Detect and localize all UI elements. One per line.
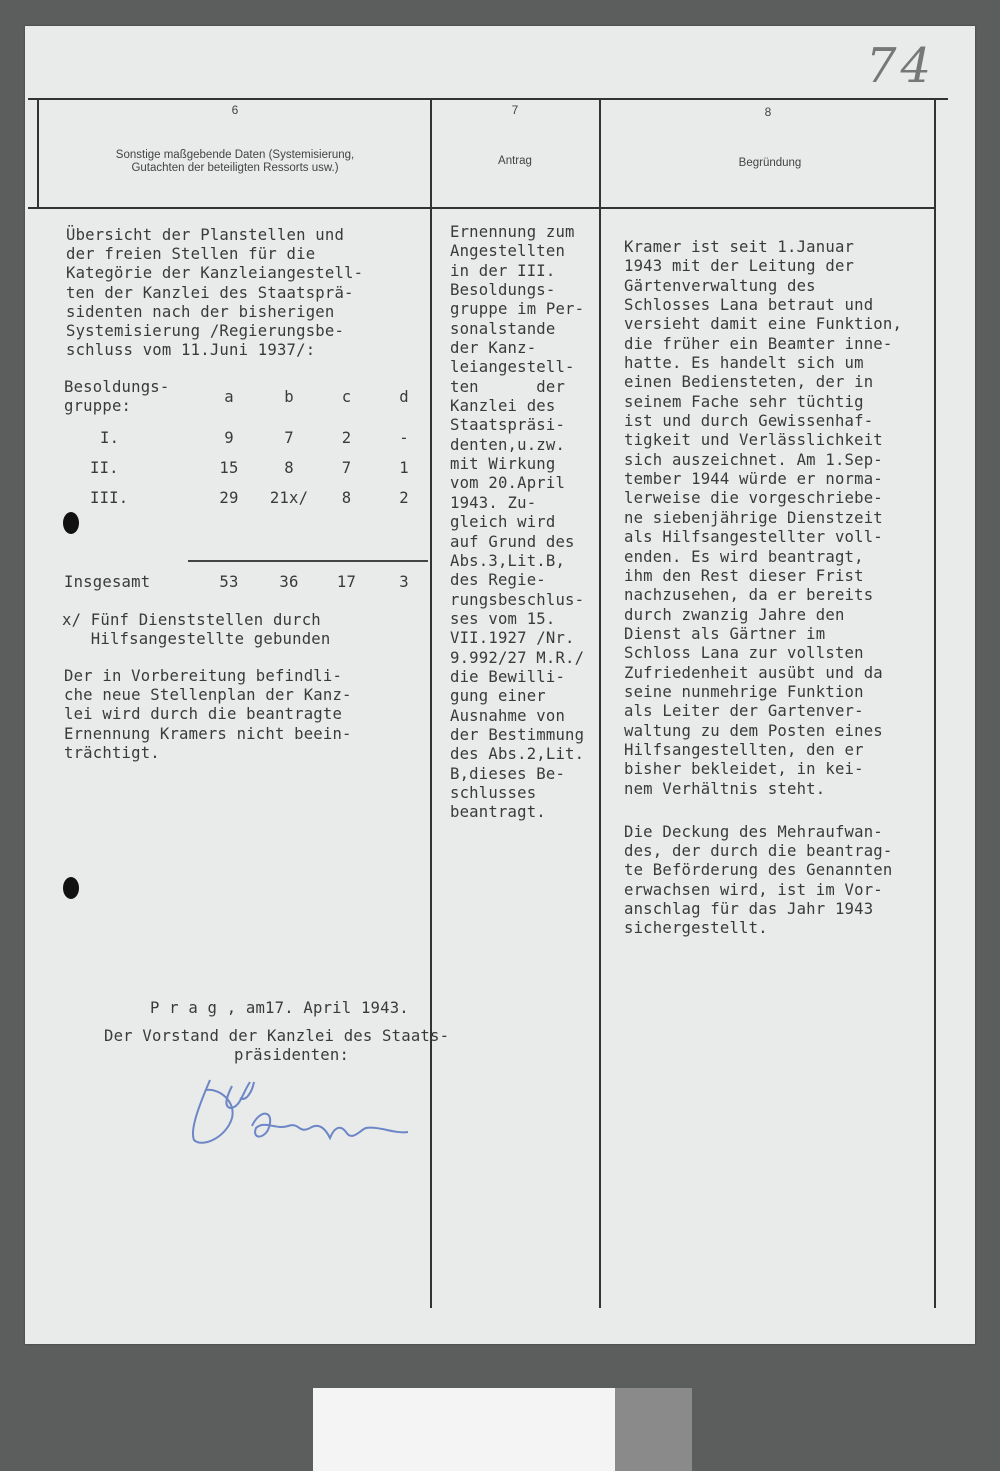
punch-hole-lower [63, 877, 79, 899]
cell-c: 7 [341, 459, 352, 478]
cell-d: 2 [399, 489, 409, 508]
col6-note: Der in Vorbereitung befindli- che neue Stellenplan der Kanz- lei wird durch die beantragte Ernennung Kramers nicht beein- trächtigt. [64, 667, 352, 762]
cell-b: 8 [284, 459, 294, 478]
signatory-line1: Der Vorstand der Kanzlei des Staats- [104, 1027, 450, 1045]
cell-a: 15 [219, 459, 239, 478]
column-number-6: 6 [231, 103, 239, 117]
table-row [64, 484, 434, 514]
column-number-7: 7 [511, 103, 519, 117]
table-row [64, 424, 434, 454]
cell-a: 29 [219, 489, 239, 508]
column-title-7: Antrag [498, 155, 532, 167]
place-date: P r a g , am17. April 1943. [150, 999, 409, 1017]
scan-white-strip [313, 1388, 615, 1471]
column-number-8: 8 [764, 105, 772, 119]
total-label: Insgesamt [64, 573, 151, 592]
cell-a: 9 [224, 429, 234, 448]
scan-gray-strip [615, 1388, 692, 1471]
column-divider-6-7 [430, 98, 432, 1308]
cell-b: 21x/ [269, 489, 309, 508]
folio-number: 74 [866, 38, 936, 94]
col7-proposal: Ernennung zum Angestellten in der III. Besoldungs- gruppe im Per- sonalstande der Kanz- leiangestell- ten der Kanzlei des Staatspräsi- denten,u.zw. mit Wirkung vom 20.April 1943. Zu- gleich wird auf Grund des Abs.3,Lit.B, des Regie- rungsbeschlus- ses vom 15. VII.1927 /Nr. 9.992/27 M.R./ die Bewilli- gung einer Ausnahme von der Bestimmung des Abs.2,Lit. B,dieses Be- schlusses beantragt. [450, 223, 585, 822]
cell-b: 7 [284, 429, 294, 448]
total-d: 3 [399, 573, 409, 592]
column-divider-7-8 [599, 98, 601, 1308]
table-total-row [64, 568, 434, 598]
table-head-d: d [399, 388, 409, 406]
column-title-6-line2: Gutachten der beteiligten Ressorts usw.) [131, 162, 339, 174]
row-group: II. [90, 459, 119, 478]
total-c: 17 [336, 573, 357, 592]
total-a: 53 [219, 573, 239, 592]
column-divider-right [934, 98, 936, 1308]
cell-d: 1 [399, 459, 409, 478]
cell-c: 2 [341, 429, 352, 448]
column-title-6 [60, 149, 410, 175]
table-sum-rule [188, 560, 428, 562]
table-head-b: b [284, 388, 294, 406]
staff-positions-table [64, 378, 434, 514]
col8-justification-p1: Kramer ist seit 1.Januar 1943 mit der Leitung der Gärtenverwaltung des Schlosses Lana betraut und versieht damit eine Funktion, die früher ein Beamter inne- hatte. Es handelt sich um einen Bediensteten, der in seinem Fache sehr tüchtig ist und durch Gewissenhaf- tigkeit und Verlässlichkeit sich auszeichnet. Am 1.Sep- tember 1944 würde er norma- lerweise die vorgeschriebe- ne siebenjährige Dienstzeit als Hilfsangestellter voll- enden. Es wird beantragt, ihm den Rest dieser Frist nachzusehen, da er bereits durch zwanzig Jahre den Dienst als Gärtner im Schloss Lana zur vollsten Zufriedenheit ausübt und da seine nunmehrige Funktion als Leiter der Gartenver- waltung zu dem Posten eines Hilfsangestellten, den er bisher bekleidet, in kei- nem Verhältnis steht. [624, 238, 903, 798]
header-top-rule [28, 98, 948, 100]
handwritten-signature [180, 1068, 420, 1158]
column-title-8: Begründung [738, 157, 802, 169]
col6-intro: Übersicht der Planstellen und der freien Stellen für die Kategörie der Kanzleiangestell- ten der Kanzlei des Staatsprä- sidenten nach der bisherigen Systemisierung /Regierungsbe- schluss vom 11.Juni 1937/: [66, 226, 364, 360]
header-bottom-rule [28, 207, 936, 209]
table-row [64, 454, 434, 484]
column-divider-left [37, 98, 39, 208]
row-group: III. [90, 489, 129, 508]
table-head-c: c [341, 388, 352, 406]
table-head-a: a [224, 388, 234, 406]
cell-c: 8 [341, 489, 352, 508]
table-footnote: x/ Fünf Dienststellen durch Hilfsangestellte gebunden [62, 611, 331, 649]
column-title-6-line1: Sonstige maßgebende Daten (Systemisierung, [115, 149, 355, 161]
signatory-line2: präsidenten: [234, 1046, 350, 1064]
table-head-group: Besoldungs- gruppe: [64, 378, 170, 416]
punch-hole-upper [63, 512, 79, 534]
col8-justification-p2: Die Deckung des Mehraufwan- des, der durch die beantrag- te Beförderung des Genannten erwachsen wird, ist im Vor- anschlag für das Jahr 1943 sichergestellt. [624, 823, 893, 938]
row-group: I. [100, 429, 120, 448]
cell-d: - [399, 429, 409, 448]
total-b: 36 [279, 573, 299, 592]
